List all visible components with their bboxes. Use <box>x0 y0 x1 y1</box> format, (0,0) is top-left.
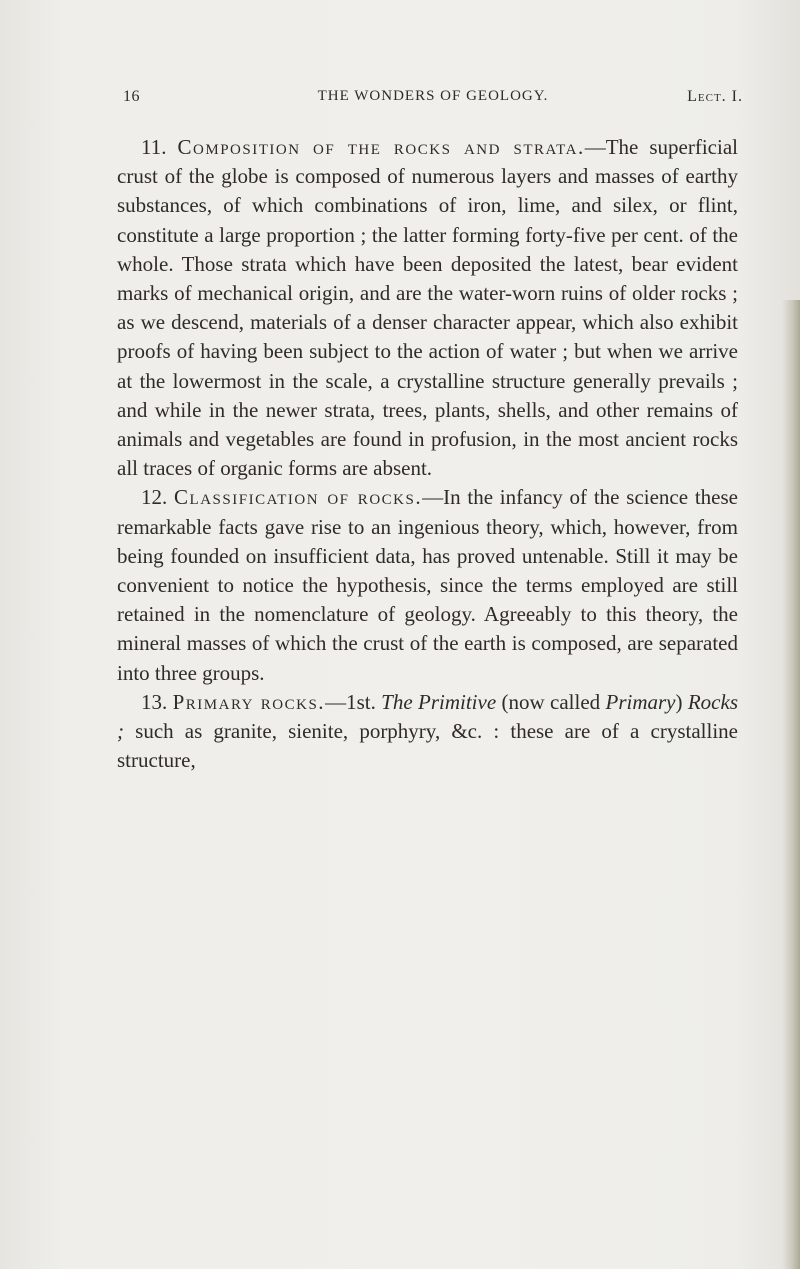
paragraph-text: ) <box>675 689 688 714</box>
paragraph-text: —In the infancy of the science these remarkable facts gave rise to an ingenious theory, which, however, from being founded on insufficient data, has proved untenable. Still it may be convenient to notice the hypothesis, since the terms employed are still retained in the nomenclature of geology. Agreeably to this theory, the mineral masses of which the crust of the earth is composed, are separated into three groups. <box>117 485 738 685</box>
section-heading: Classification of rocks. <box>174 485 423 510</box>
page-number: 16 <box>123 88 140 105</box>
italic-term: Rocks ; <box>117 689 738 744</box>
section-heading: Primary rocks. <box>172 689 326 714</box>
paragraph-text: —1st. <box>325 689 382 714</box>
section-number: 12. <box>141 485 168 510</box>
paragraph-text: —The superficial crust of the globe is composed of numerous layers and masses of earthy substances, of which combinations of iron, lime, and silex, or flint, constitute a large proportion ; the latter forming forty-five per cent. of the whole. Those strata which have been deposited the latest, bear evident marks of mechanical origin, and are the water-worn ruins of older rocks ; as we descend, materials of a denser character appear, which also exhibit proofs of having been subject to the action of water ; but when we arrive at the lowermost in the scale, a crystalline structure generally prevails ; and while in the newer strata, trees, plants, shells, and other remains of animals and vegetables are found in profusion, in the most ancient rocks all traces of organic forms are absent. <box>117 135 738 481</box>
paragraph-text: (now called <box>496 689 606 714</box>
paragraph-text: such as granite, sienite, porphyry, &c. : these are of a crystalline structure, <box>117 719 738 773</box>
section-number: 13. <box>141 689 168 714</box>
running-title: THE WONDERS OF GEOLOGY. <box>317 88 549 104</box>
paragraph-13 <box>117 688 738 776</box>
italic-term: Primary <box>605 689 676 714</box>
paragraph-12 <box>117 483 738 687</box>
paragraph-11 <box>117 133 738 483</box>
running-header <box>123 88 743 118</box>
italic-term: The Primitive <box>381 689 497 714</box>
lecture-label: Lect. I. <box>687 88 743 105</box>
body-text <box>117 133 738 775</box>
section-number: 11. <box>141 135 167 159</box>
section-heading: Composition of the rocks and strata. <box>177 135 585 159</box>
page-edge-shadow <box>782 300 800 1269</box>
